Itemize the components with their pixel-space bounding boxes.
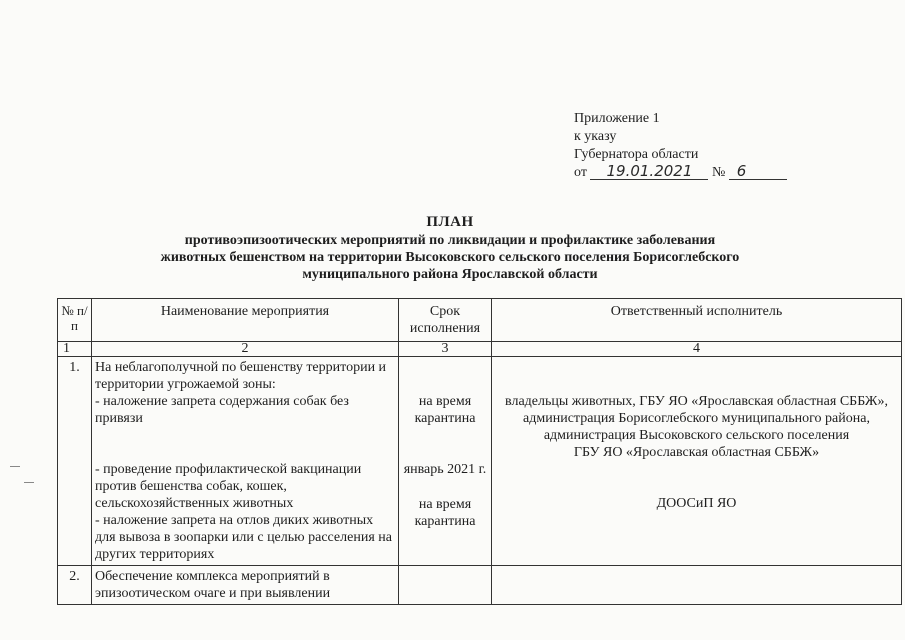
annex-governor: Губернатора области [574, 147, 699, 162]
term-cell [399, 566, 492, 605]
responsible-cell [492, 357, 902, 566]
row-number: 2. [58, 566, 92, 605]
activity-intro: На неблагополучной по бешенству территории и территории угрожаемой зоны: [95, 360, 387, 392]
col-number: 1 [58, 342, 92, 357]
from-label: от [574, 165, 587, 180]
col-number: 2 [92, 342, 399, 357]
term-value: на время карантина [414, 394, 476, 426]
table-header-row [58, 299, 902, 342]
header-activity: Наименование мероприятия [92, 299, 399, 342]
decree-number: 6 [729, 164, 787, 180]
annex-title: Приложение 1 [574, 111, 660, 126]
header-responsible: Ответственный исполнитель [492, 299, 902, 342]
plan-subtitle-2: животных бешенством на территории Высоковского сельского поселения Борисоглебского [160, 250, 740, 265]
table-row [58, 357, 902, 566]
plan-heading: ПЛАН [426, 214, 474, 230]
responsible-value: ДООСиП ЯО [656, 496, 737, 511]
scan-mark [10, 466, 20, 467]
activity-cell: Обеспечение комплекса мероприятий в эпизоотическом очаге и при выявлении [92, 566, 399, 605]
annex-to-decree: к указу [574, 129, 617, 144]
plan-table [57, 298, 902, 605]
table-row [58, 566, 902, 605]
term-value: на время карантина [414, 497, 476, 529]
scan-mark [24, 482, 34, 483]
decree-date: 19.01.2021 [590, 164, 708, 180]
activity-item: - наложение запрета содержания собак без привязи [95, 394, 349, 426]
column-number-row [58, 342, 902, 357]
col-number: 3 [399, 342, 492, 357]
header-term: Срок исполнения [399, 299, 492, 342]
row-number: 1. [58, 357, 92, 566]
plan-subtitle-3: муниципального района Ярославской области [302, 267, 598, 282]
responsible-cell [492, 566, 902, 605]
annex-date-line [574, 164, 787, 182]
activity-item: - проведение профилактической вакцинации против бешенства собак, кошек, сельскохозяйственных животных [95, 462, 362, 511]
term-value: январь 2021 г. [403, 462, 487, 477]
term-cell [399, 357, 492, 566]
number-label: № [711, 165, 726, 180]
plan-title [100, 214, 800, 283]
annex-block [574, 110, 787, 182]
plan-subtitle-1: противоэпизоотических мероприятий по ликвидации и профилактике заболевания [184, 233, 716, 248]
responsible-value: ГБУ ЯО «Ярославская областная СББЖ» [573, 445, 820, 460]
activity-cell [92, 357, 399, 566]
header-num: № п/п [58, 299, 92, 342]
responsible-value: владельцы животных, ГБУ ЯО «Ярославская областная СББЖ», администрация Борисоглебского муниципального района, администрация Высоковского сельского поселения [505, 394, 888, 443]
activity-item: - наложение запрета на отлов диких животных для вывоза в зоопарки или с целью расселения на других территориях [95, 513, 392, 562]
col-number: 4 [492, 342, 902, 357]
